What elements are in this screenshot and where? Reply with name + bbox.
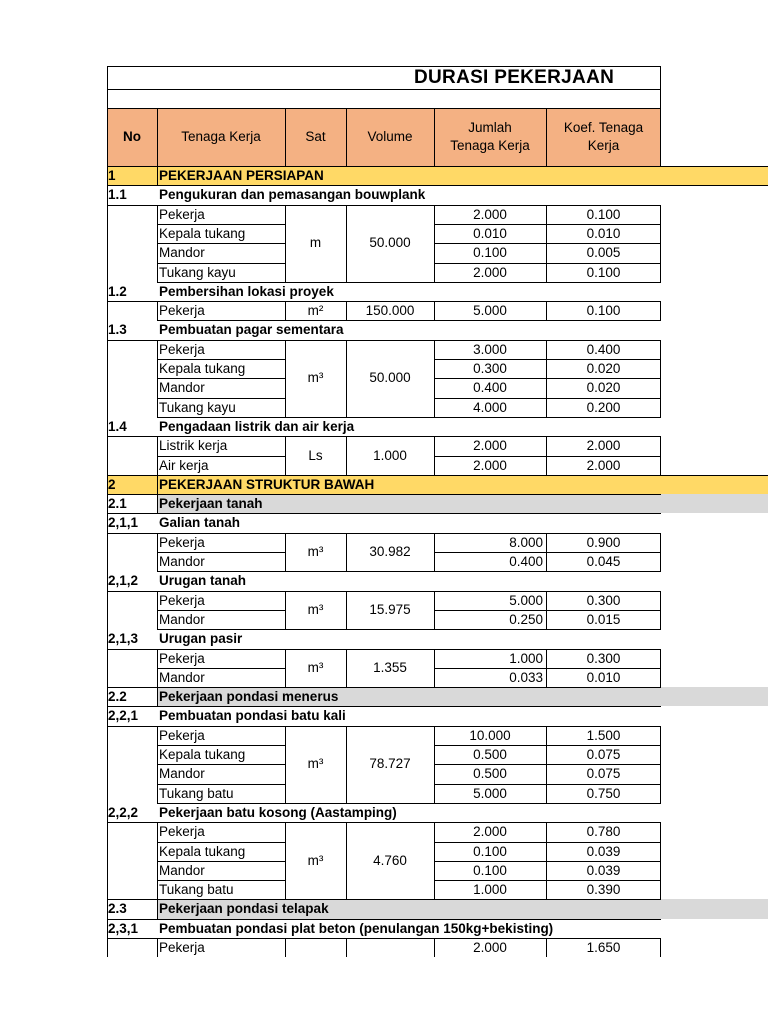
jumlah-cell: 0.400 <box>473 380 507 396</box>
grid-line <box>434 610 661 611</box>
grid-line <box>157 938 158 957</box>
unit-cell: m³ <box>307 370 324 386</box>
koef-cell: 0.039 <box>586 843 621 859</box>
worker-name: Pekerja <box>159 206 205 222</box>
jumlah-cell: 5.000 <box>509 592 543 608</box>
header-koef-line2: Kerja <box>587 138 620 153</box>
koef-cell: 0.045 <box>586 554 621 569</box>
grid-line <box>157 687 158 706</box>
grid-line <box>157 398 285 399</box>
jumlah-cell: 0.100 <box>473 245 507 261</box>
jumlah-cell: 0.500 <box>473 766 507 782</box>
worker-name: Mandor <box>159 766 205 782</box>
worker-name: Air kerja <box>159 457 209 473</box>
grid-line <box>157 726 661 727</box>
worker-name: Pekerja <box>159 592 205 608</box>
koef-cell: 0.400 <box>586 341 621 357</box>
worker-name: Tukang kayu <box>159 264 236 280</box>
item-number: 1.1 <box>108 187 127 203</box>
jumlah-cell: 8.000 <box>509 534 543 550</box>
jumlah-cell: 0.500 <box>473 747 507 762</box>
koef-cell: 0.300 <box>586 650 621 666</box>
grid-line <box>434 842 661 843</box>
volume-cell: 1.355 <box>373 659 407 675</box>
subsection-title: Pekerjaan pondasi telapak <box>159 901 329 917</box>
grid-line <box>546 108 547 166</box>
volume-cell: 150.000 <box>365 302 415 318</box>
section-number: 1 <box>108 168 116 183</box>
koef-cell: 0.100 <box>586 206 621 222</box>
grid-line <box>434 745 661 746</box>
worker-name: Tukang batu <box>159 882 234 898</box>
worker-name: Mandor <box>159 380 205 396</box>
grid-line <box>157 764 285 765</box>
volume-cell: 50.000 <box>369 370 411 386</box>
volume-cell: 30.982 <box>369 544 411 559</box>
grid-line <box>157 899 158 918</box>
grid-line <box>157 456 285 457</box>
jumlah-cell: 2.000 <box>473 264 507 280</box>
grid-line <box>157 320 661 321</box>
volume-cell: 78.727 <box>369 756 411 772</box>
grid-line <box>107 89 661 90</box>
grid-line <box>107 475 768 476</box>
section-title: PEKERJAAN PERSIAPAN <box>159 168 324 183</box>
jumlah-cell: 0.100 <box>473 862 507 878</box>
koef-cell: 2.000 <box>586 457 621 473</box>
item-title: Urugan tanah <box>159 573 247 589</box>
grid-line <box>157 166 158 185</box>
grid-line <box>434 784 661 785</box>
worker-name: Tukang kayu <box>159 399 236 415</box>
grid-line <box>107 687 661 688</box>
header-no: No <box>123 129 141 144</box>
item-number: 2,1,2 <box>108 573 139 589</box>
unit-cell: m³ <box>307 852 324 868</box>
item-number: 2,2,1 <box>108 708 139 724</box>
grid-line <box>434 456 661 457</box>
worker-name: Pekerja <box>159 303 205 319</box>
worker-name: Mandor <box>159 554 205 569</box>
koef-cell: 0.039 <box>586 862 621 878</box>
grid-line <box>157 552 285 553</box>
grid-line <box>157 591 661 592</box>
item-title: Urugan pasir <box>159 631 243 647</box>
jumlah-cell: 2.000 <box>473 438 507 454</box>
item-title: Pembuatan pondasi batu kali <box>159 708 346 724</box>
grid-line <box>157 475 158 494</box>
item-title: Pekerjaan batu kosong (Aastamping) <box>159 804 397 820</box>
grid-line <box>157 571 661 572</box>
koef-cell: 0.390 <box>586 882 621 898</box>
grid-line <box>285 938 286 957</box>
jumlah-cell: 2.000 <box>473 824 507 840</box>
jumlah-cell: 3.000 <box>473 341 507 357</box>
grid-line <box>157 784 285 785</box>
worker-name: Mandor <box>159 669 205 685</box>
item-title: Pembuatan pagar sementara <box>159 322 344 338</box>
koef-cell: 0.100 <box>586 264 621 280</box>
unit-cell: m³ <box>307 756 324 772</box>
unit-cell: Ls <box>308 447 323 463</box>
grid-line <box>157 243 285 244</box>
jumlah-cell: 5.000 <box>473 303 507 319</box>
grid-line <box>157 610 285 611</box>
jumlah-cell: 0.010 <box>473 225 507 241</box>
header-jumlah-line1: Jumlah <box>468 120 512 135</box>
grid-line <box>157 263 285 264</box>
grid-line <box>434 398 661 399</box>
volume-cell: 50.000 <box>369 235 411 251</box>
jumlah-cell: 2.000 <box>473 940 507 955</box>
grid-line <box>157 822 661 823</box>
koef-cell: 0.900 <box>586 534 621 550</box>
worker-name: Pekerja <box>159 341 205 357</box>
grid-line <box>434 861 661 862</box>
grid-line <box>107 108 661 109</box>
grid-line <box>157 301 661 302</box>
jumlah-cell: 5.000 <box>473 785 507 801</box>
koef-cell: 0.750 <box>586 785 621 801</box>
subsection-number: 2.3 <box>108 901 127 917</box>
grid-line <box>157 340 661 341</box>
grid-line <box>107 66 661 67</box>
item-number: 2,3,1 <box>108 920 139 936</box>
grid-line <box>434 378 661 379</box>
header-tenaga-kerja: Tenaga Kerja <box>181 129 261 144</box>
unit-cell: m³ <box>307 659 324 675</box>
grid-line <box>346 938 347 957</box>
section-title: PEKERJAAN STRUKTUR BAWAH <box>159 476 375 492</box>
grid-line <box>157 378 285 379</box>
grid-line <box>157 301 158 320</box>
worker-name: Mandor <box>159 862 205 878</box>
item-title: Pengadaan listrik dan air kerja <box>159 418 355 434</box>
koef-cell: 0.010 <box>586 669 621 685</box>
item-title: Pembuatan pondasi plat beton (penulangan 150kg+bekisting) <box>159 920 554 936</box>
grid-line <box>107 899 661 900</box>
item-number: 2,1,3 <box>108 631 139 647</box>
grid-line <box>157 533 661 534</box>
unit-cell: m³ <box>307 601 324 617</box>
header-volume: Volume <box>367 129 413 144</box>
jumlah-cell: 0.100 <box>473 843 507 859</box>
koef-cell: 0.100 <box>586 303 621 319</box>
jumlah-cell: 4.000 <box>473 399 507 415</box>
grid-line <box>157 745 285 746</box>
grid-line <box>157 629 661 630</box>
worker-name: Kepala tukang <box>159 843 246 859</box>
jumlah-cell: 0.400 <box>509 554 543 569</box>
volume-cell: 15.975 <box>369 601 411 617</box>
koef-cell: 0.020 <box>586 361 621 376</box>
jumlah-cell: 0.033 <box>509 669 543 685</box>
worker-name: Pekerja <box>159 534 205 550</box>
koef-cell: 2.000 <box>586 438 621 454</box>
grid-line <box>107 185 768 186</box>
unit-cell: m <box>309 235 322 251</box>
koef-cell: 0.020 <box>586 380 621 396</box>
koef-cell: 0.005 <box>586 245 621 261</box>
grid-line <box>434 764 661 765</box>
koef-cell: 1.500 <box>586 727 621 743</box>
koef-cell: 0.075 <box>586 766 621 782</box>
grid-line <box>107 166 768 167</box>
koef-cell: 0.010 <box>586 225 621 241</box>
item-number: 1.2 <box>108 283 127 299</box>
item-number: 2,1,1 <box>108 515 139 531</box>
grid-line <box>157 282 661 283</box>
worker-name: Listrik kerja <box>159 438 228 454</box>
grid-line <box>434 108 435 166</box>
grid-line <box>157 205 661 206</box>
grid-line <box>434 224 661 225</box>
grid-line <box>660 66 661 166</box>
header-koef-line1: Koef. Tenaga <box>563 120 644 135</box>
worker-name: Kepala tukang <box>159 225 246 241</box>
worker-name: Pekerja <box>159 940 205 955</box>
grid-line <box>107 66 108 957</box>
worker-name: Mandor <box>159 245 205 261</box>
grid-line <box>107 494 661 495</box>
header-jumlah-line2: Tenaga Kerja <box>450 138 530 153</box>
grid-line <box>157 861 285 862</box>
worker-name: Tukang batu <box>159 785 234 801</box>
item-number: 1.3 <box>108 322 127 338</box>
koef-cell: 0.075 <box>586 747 621 762</box>
grid-line <box>434 880 661 881</box>
grid-line <box>157 649 661 650</box>
grid-line <box>157 224 285 225</box>
volume-cell: 1.000 <box>373 447 407 463</box>
grid-line <box>157 938 661 939</box>
grid-line <box>434 359 661 360</box>
koef-cell: 0.780 <box>586 824 621 840</box>
grid-line <box>157 417 661 418</box>
koef-cell: 1.650 <box>586 940 621 955</box>
grid-line <box>107 513 661 514</box>
grid-line <box>434 552 661 553</box>
grid-line <box>107 919 661 920</box>
koef-cell: 0.300 <box>586 592 621 608</box>
subsection-title: Pekerjaan pondasi menerus <box>159 689 339 705</box>
worker-name: Pekerja <box>159 650 205 666</box>
grid-line <box>157 668 285 669</box>
jumlah-cell: 2.000 <box>473 457 507 473</box>
item-title: Galian tanah <box>159 515 241 531</box>
item-number: 2,2,2 <box>108 804 139 820</box>
grid-line <box>157 880 285 881</box>
grid-line <box>434 243 661 244</box>
worker-name: Kepala tukang <box>159 747 246 762</box>
jumlah-cell: 0.250 <box>509 611 543 627</box>
subsection-title: Pekerjaan tanah <box>159 496 263 512</box>
jumlah-cell: 10.000 <box>469 727 511 743</box>
section-number: 2 <box>108 476 116 492</box>
jumlah-cell: 0.300 <box>473 361 507 376</box>
item-title: Pengukuran dan pemasangan bouwplank <box>159 187 426 203</box>
koef-cell: 0.015 <box>586 611 621 627</box>
unit-cell: m³ <box>307 544 324 559</box>
grid-line <box>157 359 285 360</box>
header-sat: Sat <box>305 129 326 144</box>
grid-line <box>157 108 158 166</box>
grid-line <box>107 706 661 707</box>
jumlah-cell: 1.000 <box>509 650 543 666</box>
page-title: DURASI PEKERJAAN <box>414 67 615 88</box>
volume-cell: 4.760 <box>373 852 407 868</box>
jumlah-cell: 2.000 <box>473 206 507 222</box>
grid-line <box>285 108 286 166</box>
subsection-number: 2.1 <box>108 496 127 512</box>
grid-line <box>157 803 661 804</box>
grid-line <box>346 108 347 166</box>
worker-name: Kepala tukang <box>159 361 246 376</box>
koef-cell: 0.200 <box>586 399 621 415</box>
subsection-number: 2.2 <box>108 689 127 705</box>
grid-line <box>157 842 285 843</box>
worker-name: Mandor <box>159 611 205 627</box>
item-title: Pembersihan lokasi proyek <box>159 283 334 299</box>
worker-name: Pekerja <box>159 727 205 743</box>
grid-line <box>434 668 661 669</box>
item-number: 1.4 <box>108 418 127 434</box>
unit-cell: m² <box>307 302 324 318</box>
grid-line <box>157 436 661 437</box>
grid-line <box>434 263 661 264</box>
worker-name: Pekerja <box>159 824 205 840</box>
grid-line <box>157 494 158 513</box>
jumlah-cell: 1.000 <box>473 882 507 898</box>
